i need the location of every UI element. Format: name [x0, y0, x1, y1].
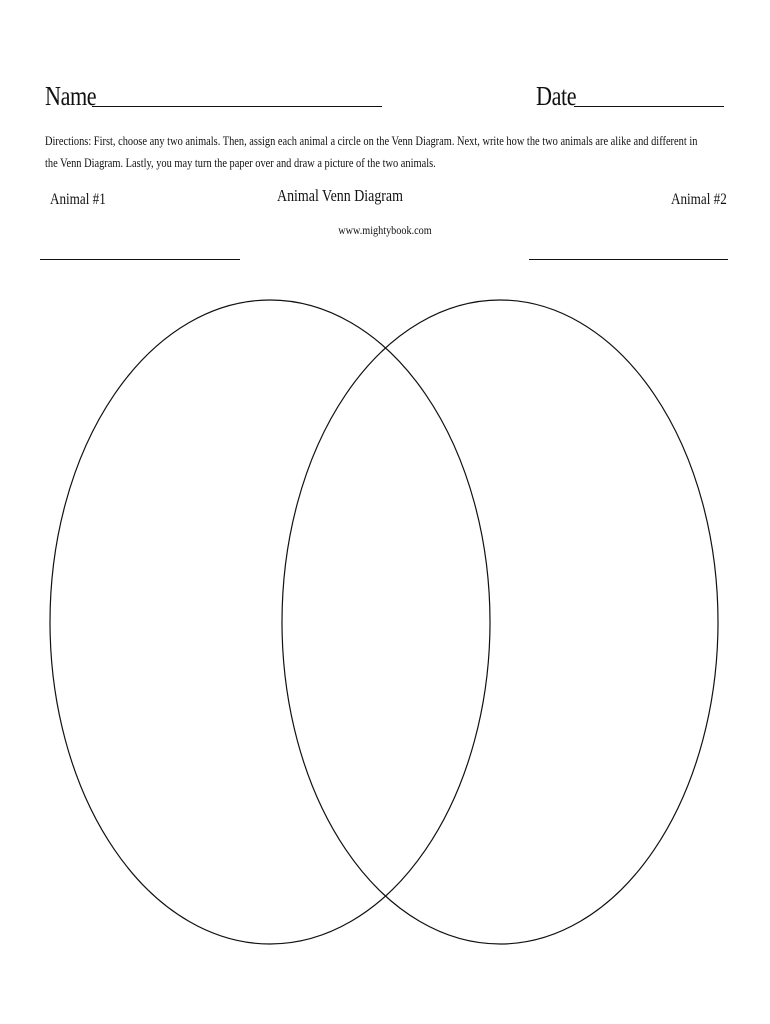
venn-right-ellipse	[282, 300, 718, 944]
website-url: www.mightybook.com	[338, 223, 432, 237]
diagram-title: Animal Venn Diagram	[277, 186, 403, 205]
animal-2-label: Animal #2	[671, 191, 727, 208]
directions-text: Directions: First, choose any two animals. Then, assign each animal a circle on the Venn Diagram. Next, write how the two animals are alike and different in the Venn Diagram. Lastly, you may turn the paper over and draw a picture of the two animals.	[45, 133, 698, 170]
venn-left-ellipse	[50, 300, 490, 944]
animal-1-label: Animal #1	[50, 191, 106, 208]
name-label: Name	[45, 81, 97, 111]
date-label: Date	[536, 81, 577, 111]
